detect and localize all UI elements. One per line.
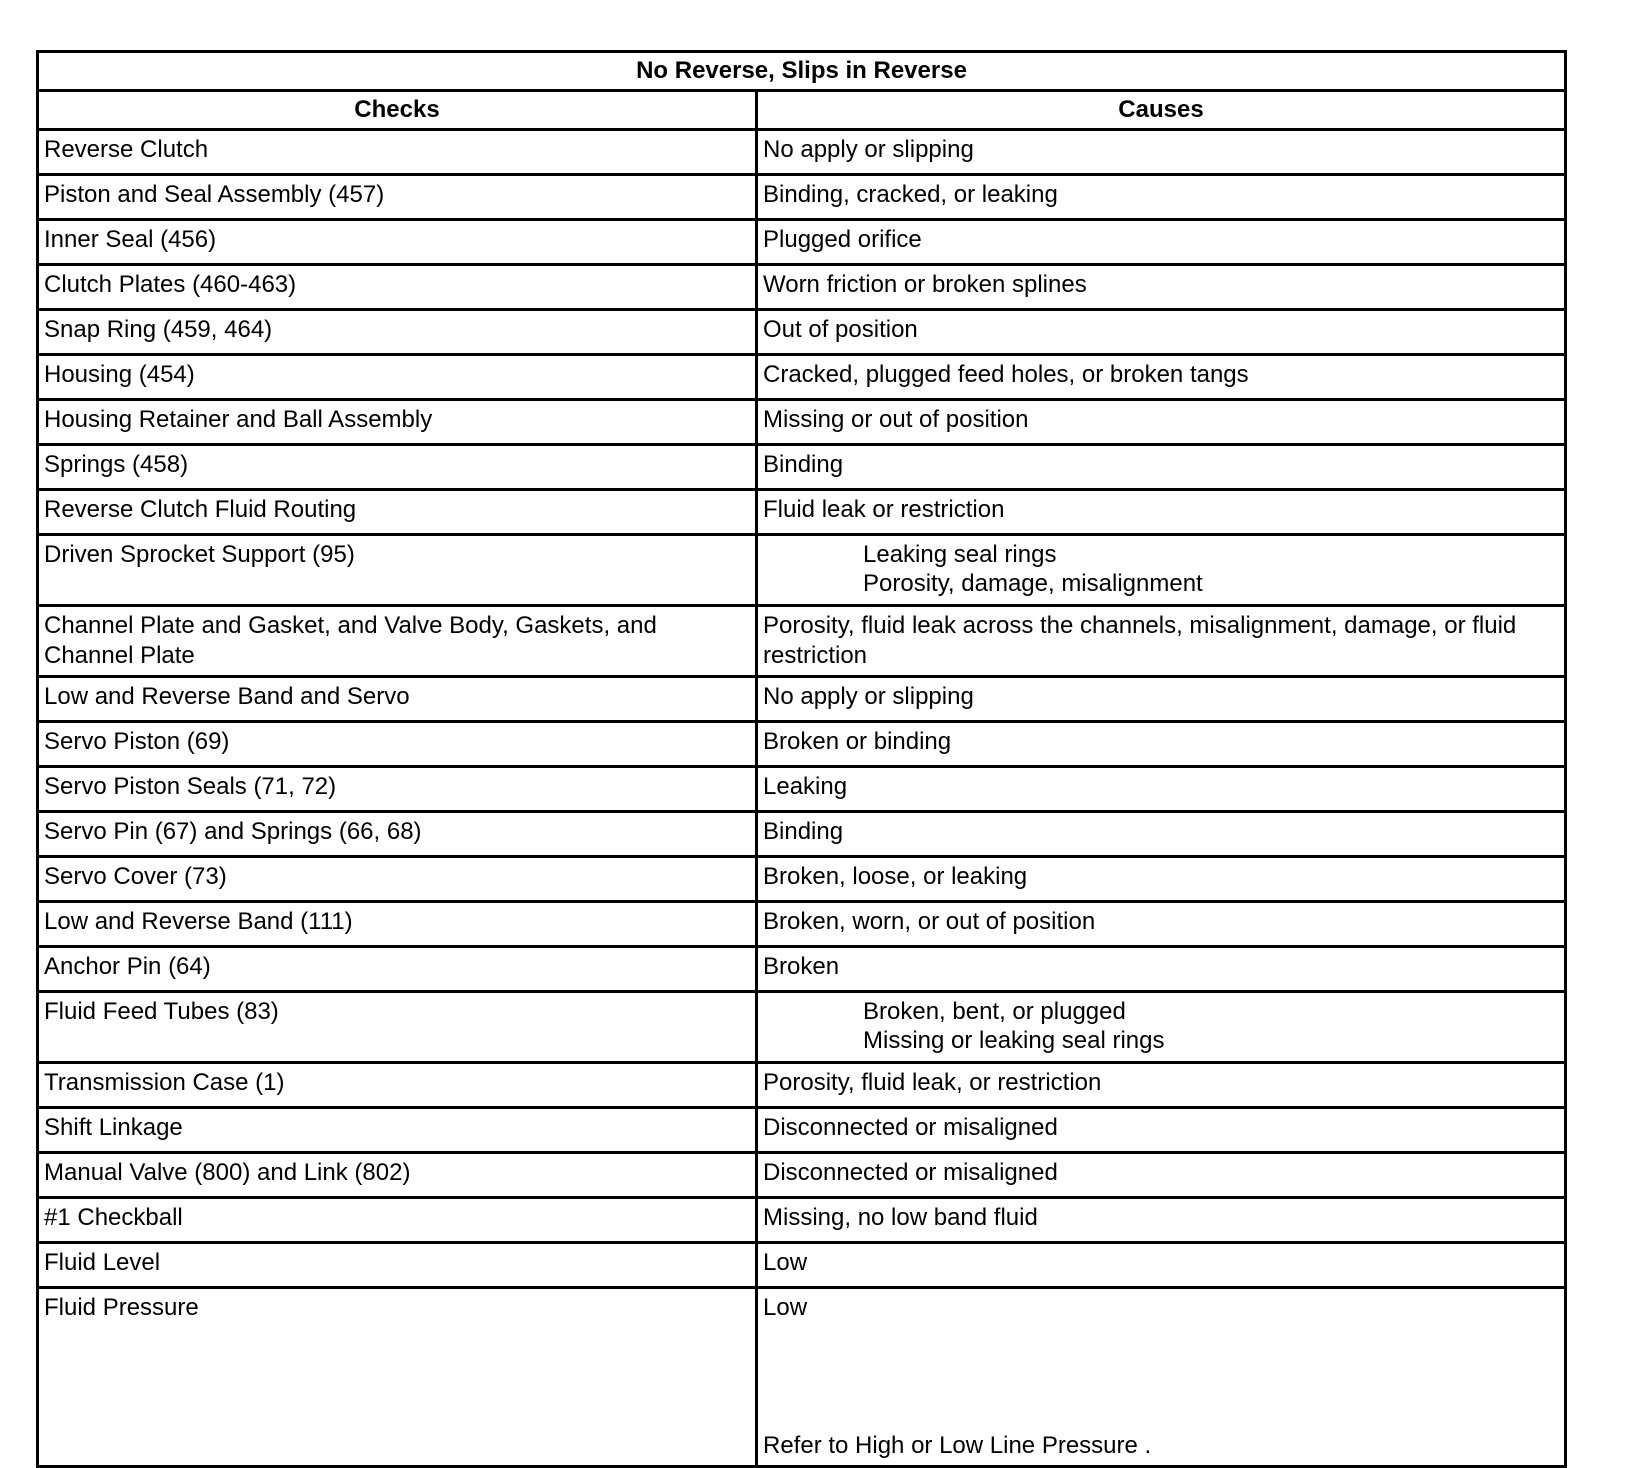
table-row bbox=[38, 1063, 1566, 1108]
cause-cell: Porosity, fluid leak across the channels, misalignment, damage, or fluid restriction bbox=[757, 606, 1566, 677]
cause-line: Low bbox=[763, 1294, 808, 1321]
cause-cell: Low bbox=[757, 1243, 1566, 1288]
table-row bbox=[38, 445, 1566, 490]
check-cell: Servo Piston (69) bbox=[38, 722, 757, 767]
check-cell: Driven Sprocket Support (95) bbox=[38, 535, 757, 606]
check-cell: Fluid Feed Tubes (83) bbox=[38, 992, 757, 1063]
table-row bbox=[38, 355, 1566, 400]
cause-line: Broken, bent, or plugged bbox=[863, 998, 1126, 1025]
cause-line: Missing or leaking seal rings bbox=[863, 1027, 1165, 1054]
table-title: No Reverse, Slips in Reverse bbox=[38, 52, 1566, 91]
causes-header: Causes bbox=[757, 91, 1566, 130]
check-cell: Servo Cover (73) bbox=[38, 857, 757, 902]
table-row bbox=[38, 1198, 1566, 1243]
check-cell: Fluid Pressure bbox=[38, 1288, 757, 1467]
cause-cell: Porosity, fluid leak, or restriction bbox=[757, 1063, 1566, 1108]
cause-cell bbox=[757, 535, 1566, 606]
cause-line: Leaking seal rings bbox=[863, 541, 1057, 568]
reference-note: Refer to High or Low Line Pressure . bbox=[763, 1432, 1152, 1459]
cause-cell: Broken or binding bbox=[757, 722, 1566, 767]
table-row bbox=[38, 310, 1566, 355]
check-cell: Anchor Pin (64) bbox=[38, 947, 757, 992]
table-row bbox=[38, 606, 1566, 677]
check-cell: Manual Valve (800) and Link (802) bbox=[38, 1153, 757, 1198]
table-row bbox=[38, 1153, 1566, 1198]
cause-cell: Binding bbox=[757, 812, 1566, 857]
cause-cell: Cracked, plugged feed holes, or broken tangs bbox=[757, 355, 1566, 400]
table-row bbox=[38, 947, 1566, 992]
check-cell: Reverse Clutch Fluid Routing bbox=[38, 490, 757, 535]
table-row bbox=[38, 535, 1566, 606]
table-row bbox=[38, 220, 1566, 265]
table-row bbox=[38, 722, 1566, 767]
cause-cell: Plugged orifice bbox=[757, 220, 1566, 265]
cause-cell: Binding bbox=[757, 445, 1566, 490]
checks-header: Checks bbox=[38, 91, 757, 130]
table-row bbox=[38, 490, 1566, 535]
check-cell: Inner Seal (456) bbox=[38, 220, 757, 265]
table-row bbox=[38, 265, 1566, 310]
check-cell: Fluid Level bbox=[38, 1243, 757, 1288]
table-row bbox=[38, 677, 1566, 722]
check-cell: Transmission Case (1) bbox=[38, 1063, 757, 1108]
cause-cell: Broken bbox=[757, 947, 1566, 992]
table-row bbox=[38, 175, 1566, 220]
cause-cell: Missing, no low band fluid bbox=[757, 1198, 1566, 1243]
cause-cell: Out of position bbox=[757, 310, 1566, 355]
cause-cell: Missing or out of position bbox=[757, 400, 1566, 445]
cause-cell: Leaking bbox=[757, 767, 1566, 812]
check-cell: Snap Ring (459, 464) bbox=[38, 310, 757, 355]
cause-cell: Broken, worn, or out of position bbox=[757, 902, 1566, 947]
cause-cell: Binding, cracked, or leaking bbox=[757, 175, 1566, 220]
check-cell: Shift Linkage bbox=[38, 1108, 757, 1153]
check-cell: Servo Pin (67) and Springs (66, 68) bbox=[38, 812, 757, 857]
table-row bbox=[38, 400, 1566, 445]
cause-cell: Disconnected or misaligned bbox=[757, 1108, 1566, 1153]
check-cell: #1 Checkball bbox=[38, 1198, 757, 1243]
cause-cell: Fluid leak or restriction bbox=[757, 490, 1566, 535]
check-cell: Housing Retainer and Ball Assembly bbox=[38, 400, 757, 445]
cause-cell: Worn friction or broken splines bbox=[757, 265, 1566, 310]
cause-cell bbox=[757, 1288, 1566, 1467]
table-row bbox=[38, 812, 1566, 857]
check-cell: Clutch Plates (460-463) bbox=[38, 265, 757, 310]
table-row bbox=[38, 1243, 1566, 1288]
table-row bbox=[38, 1108, 1566, 1153]
check-cell: Reverse Clutch bbox=[38, 130, 757, 175]
cause-line: Porosity, damage, misalignment bbox=[863, 570, 1203, 597]
check-cell: Springs (458) bbox=[38, 445, 757, 490]
check-cell: Housing (454) bbox=[38, 355, 757, 400]
cause-cell: Disconnected or misaligned bbox=[757, 1153, 1566, 1198]
table-row bbox=[38, 857, 1566, 902]
table-row bbox=[38, 1288, 1566, 1467]
title-row bbox=[38, 52, 1566, 91]
diagnosis-table bbox=[36, 50, 1567, 1468]
table-row bbox=[38, 992, 1566, 1063]
header-row bbox=[38, 91, 1566, 130]
cause-cell: Broken, loose, or leaking bbox=[757, 857, 1566, 902]
table-row bbox=[38, 902, 1566, 947]
check-cell: Servo Piston Seals (71, 72) bbox=[38, 767, 757, 812]
check-cell: Piston and Seal Assembly (457) bbox=[38, 175, 757, 220]
cause-cell bbox=[757, 992, 1566, 1063]
cause-cell: No apply or slipping bbox=[757, 677, 1566, 722]
table-row bbox=[38, 130, 1566, 175]
table-row bbox=[38, 767, 1566, 812]
check-cell: Low and Reverse Band (111) bbox=[38, 902, 757, 947]
cause-cell: No apply or slipping bbox=[757, 130, 1566, 175]
check-cell: Channel Plate and Gasket, and Valve Body, Gaskets, and Channel Plate bbox=[38, 606, 757, 677]
check-cell: Low and Reverse Band and Servo bbox=[38, 677, 757, 722]
